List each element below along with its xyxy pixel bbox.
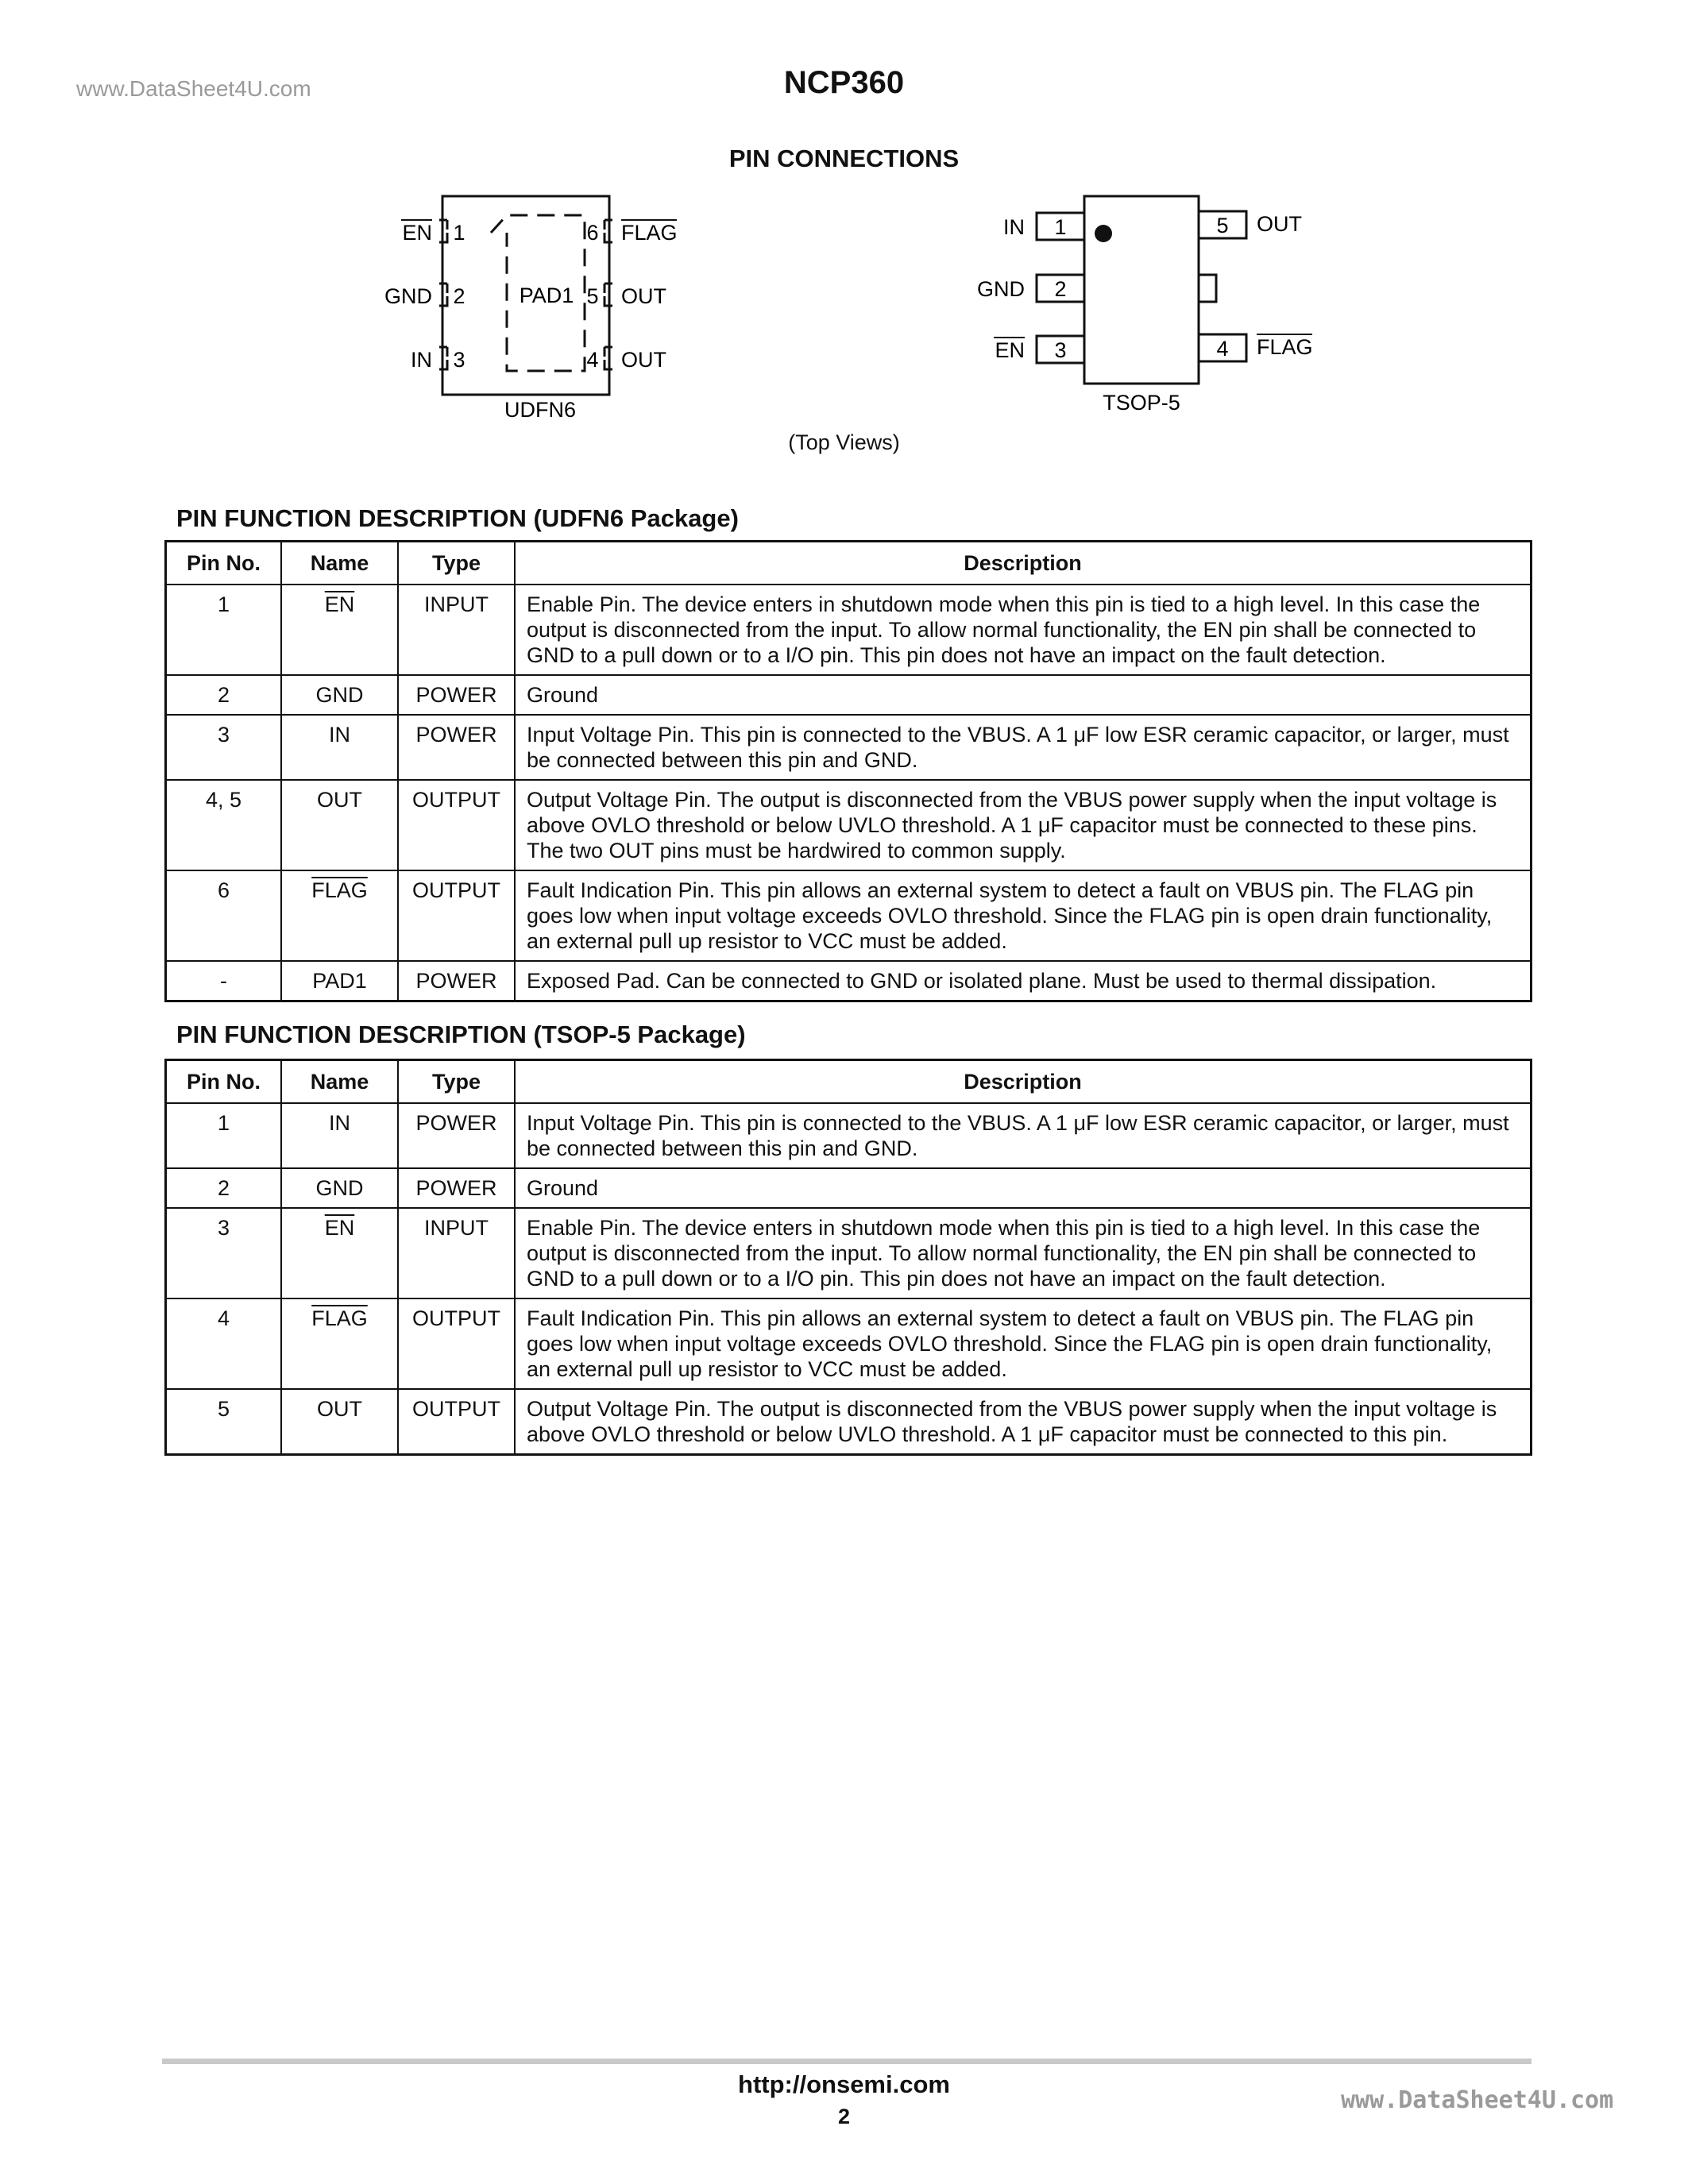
tsop5-nc-pin	[1199, 275, 1216, 302]
udfn6-right-num-4: 4	[586, 348, 599, 372]
table-row	[166, 715, 1532, 780]
header-description: Description	[515, 1060, 1532, 1104]
tsop5-left-num-2: 2	[1054, 277, 1067, 301]
pin-name: IN	[281, 715, 398, 780]
pin-type: INPUT	[398, 1208, 515, 1298]
watermark-bottom: www.DataSheet4U.com	[1341, 2086, 1614, 2114]
udfn6-diagram	[365, 187, 731, 425]
header-name: Name	[281, 1060, 398, 1104]
tsop5-diagram	[969, 187, 1335, 417]
pin-type: OUTPUT	[398, 1389, 515, 1455]
pin-description: Output Voltage Pin. The output is disconnected from the VBUS power supply when the input voltage is above OVLO threshold or below UVLO threshold. A 1 μF capacitor must be connected to these pins. The two OUT pins must be hardwired to common supply.	[515, 780, 1532, 870]
table-header-row	[166, 542, 1532, 585]
footer-divider	[162, 2059, 1532, 2064]
pin-name: OUT	[281, 780, 398, 870]
pin-type: POWER	[398, 715, 515, 780]
tsop5-pin1-dot	[1095, 225, 1112, 242]
pin-description: Ground	[515, 1168, 1532, 1208]
table-row	[166, 961, 1532, 1001]
pin-description: Fault Indication Pin. This pin allows an external system to detect a fault on VBUS pin. The FLAG pin goes low when input voltage exceeds OVLO threshold. Since the FLAG pin is open drain functionality, an external pull up resistor to VCC must be added.	[515, 870, 1532, 961]
pin-type: POWER	[398, 961, 515, 1001]
header-type: Type	[398, 1060, 515, 1104]
udfn6-right-num-6: 6	[586, 221, 599, 245]
pin-description: Output Voltage Pin. The output is disconnected from the VBUS power supply when the input voltage is above OVLO threshold or below UVLO threshold. A 1 μF capacitor must be connected to this pin.	[515, 1389, 1532, 1455]
page-number: 2	[837, 2105, 851, 2128]
pin-description: Fault Indication Pin. This pin allows an external system to detect a fault on VBUS pin. The FLAG pin goes low when input voltage exceeds OVLO threshold. Since the FLAG pin is open drain functionality, an external pull up resistor to VCC must be added.	[515, 1298, 1532, 1389]
pin-number: 3	[166, 715, 282, 780]
pin-number: 5	[166, 1389, 282, 1455]
pin-number: 2	[166, 675, 282, 715]
pin-type: OUTPUT	[398, 1298, 515, 1389]
udfn6-left-name-gnd: GND	[384, 284, 432, 308]
udfn6-pin-table	[164, 540, 1532, 1002]
pin-name: GND	[281, 1168, 398, 1208]
pin-name: PAD1	[281, 961, 398, 1001]
header-pin-no: Pin No.	[166, 1060, 282, 1104]
udfn6-pad-label: PAD1	[519, 284, 574, 307]
pin-description: Exposed Pad. Can be connected to GND or isolated plane. Must be used to thermal dissipation.	[515, 961, 1532, 1001]
udfn6-right-name-out-4: OUT	[621, 348, 666, 372]
header-name: Name	[281, 542, 398, 585]
tsop5-pin-table	[164, 1059, 1532, 1456]
pin-name: IN	[281, 1103, 398, 1168]
udfn6-label: UDFN6	[504, 398, 577, 422]
footer-website-link[interactable]: http://onsemi.com	[738, 2070, 950, 2098]
udfn6-left-num-3: 3	[453, 348, 465, 372]
pin-name: OUT	[281, 1389, 398, 1455]
table-row	[166, 585, 1532, 675]
pin-number: 6	[166, 870, 282, 961]
pin-number: 3	[166, 1208, 282, 1298]
top-views-caption: (Top Views)	[788, 430, 900, 454]
tsop5-right-name-flag: FLAG	[1257, 335, 1313, 359]
pin-number: 1	[166, 1103, 282, 1168]
table-row	[166, 1298, 1532, 1389]
udfn6-right-num-5: 5	[586, 284, 599, 308]
table-header-row	[166, 1060, 1532, 1104]
table-row	[166, 1389, 1532, 1455]
tsop5-label: TSOP-5	[1103, 391, 1180, 415]
pin-type: OUTPUT	[398, 870, 515, 961]
pin-name: FLAG	[281, 870, 398, 961]
tsop5-table-title: PIN FUNCTION DESCRIPTION (TSOP-5 Package)	[176, 1021, 746, 1048]
table-row	[166, 1168, 1532, 1208]
udfn6-table-title: PIN FUNCTION DESCRIPTION (UDFN6 Package)	[176, 504, 739, 532]
pin-connections-title: PIN CONNECTIONS	[728, 145, 960, 172]
udfn6-left-num-1: 1	[453, 221, 465, 245]
pin-description: Input Voltage Pin. This pin is connected to the VBUS. A 1 μF low ESR ceramic capacitor, or larger, must be connected between this pin and GND.	[515, 715, 1532, 780]
tsop5-left-name-in: IN	[1003, 215, 1025, 239]
tsop5-left-name-gnd: GND	[977, 277, 1025, 301]
header-type: Type	[398, 542, 515, 585]
udfn6-left-num-2: 2	[453, 284, 465, 308]
tsop5-right-num-5: 5	[1216, 214, 1229, 237]
table-row	[166, 870, 1532, 961]
pin-description: Ground	[515, 675, 1532, 715]
pin-type: POWER	[398, 1103, 515, 1168]
pin-type: OUTPUT	[398, 780, 515, 870]
pin-number: 2	[166, 1168, 282, 1208]
document-title: NCP360	[783, 65, 905, 100]
pin-name: GND	[281, 675, 398, 715]
pin-number: -	[166, 961, 282, 1001]
pin-number: 1	[166, 585, 282, 675]
udfn6-right-name-flag: FLAG	[621, 221, 678, 245]
pin-description: Enable Pin. The device enters in shutdown mode when this pin is tied to a high level. In this case the output is disconnected from the input. To allow normal functionality, the EN pin shall be connected to GND to a pull down or to a I/O pin. This pin does not have an impact on the fault detection.	[515, 1208, 1532, 1298]
tsop5-left-name-en: EN	[995, 338, 1025, 362]
table-row	[166, 1208, 1532, 1298]
tsop5-left-num-3: 3	[1054, 338, 1067, 362]
pin-type: POWER	[398, 1168, 515, 1208]
udfn6-right-name-out-5: OUT	[621, 284, 666, 308]
pin-name: FLAG	[281, 1298, 398, 1389]
watermark-top: www.DataSheet4U.com	[76, 76, 311, 101]
pin-description: Enable Pin. The device enters in shutdown mode when this pin is tied to a high level. In this case the output is disconnected from the input. To allow normal functionality, the EN pin shall be connected to GND to a pull down or to a I/O pin. This pin does not have an impact on the fault detection.	[515, 585, 1532, 675]
udfn6-left-name-en: EN	[402, 221, 432, 245]
table-row	[166, 675, 1532, 715]
pin-name: $\overline{EN}$	[281, 1208, 398, 1298]
tsop5-body	[1084, 196, 1199, 384]
table-row	[166, 1103, 1532, 1168]
pin-name: $\overline{EN}$	[281, 585, 398, 675]
header-pin-no: Pin No.	[166, 542, 282, 585]
tsop5-left-num-1: 1	[1054, 215, 1067, 239]
table-row	[166, 780, 1532, 870]
pin-type: POWER	[398, 675, 515, 715]
pin-description: Input Voltage Pin. This pin is connected to the VBUS. A 1 μF low ESR ceramic capacitor, or larger, must be connected between this pin and GND.	[515, 1103, 1532, 1168]
tsop5-right-name-out: OUT	[1257, 212, 1302, 236]
header-description: Description	[515, 542, 1532, 585]
tsop5-right-num-4: 4	[1216, 337, 1229, 361]
udfn6-left-name-in: IN	[411, 348, 432, 372]
pin-type: INPUT	[398, 585, 515, 675]
pin-number: 4, 5	[166, 780, 282, 870]
pin-number: 4	[166, 1298, 282, 1389]
